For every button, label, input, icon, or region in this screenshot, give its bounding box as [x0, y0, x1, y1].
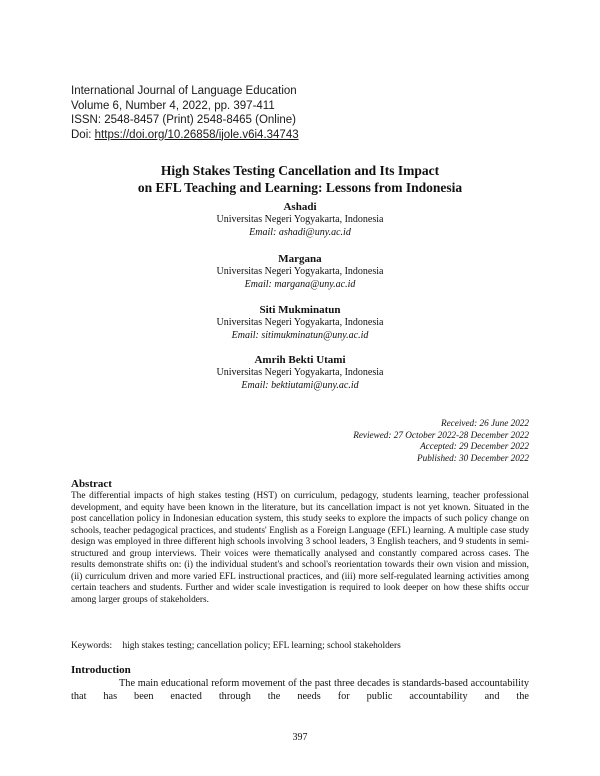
date-reviewed: Reviewed: 27 October 2022-28 December 2022: [353, 429, 529, 440]
author-email: Email: margana@uny.ac.id: [244, 278, 356, 290]
doi-label: Doi:: [71, 128, 95, 141]
journal-volume: Volume 6, Number 4, 2022, pp. 397-411: [71, 99, 275, 112]
author-name: Amrih Bekti Utami: [254, 354, 346, 366]
author-name: Ashadi: [283, 201, 317, 213]
abstract-text: The differential impacts of high stakes testing (HST) on curriculum, pedagogy, students learning, teacher professional development, and equity have been known in the literature, but its cancellation impact is not yet known. Situated in the post cancellation policy in Indonesian education system, this study seeks to explore the impacts of such policy change on schools, teacher pedagogical practices, and students' English as a Foreign Language (EFL) learning. A multiple case study design was employed in three different high schools involving 3 school leaders, 3 English teachers, and 9 students in semi-structured and group interviews. Their voices were thematically analysed and constantly compared across cases. The results demonstrate shifts on: (i) the individual student's and school's reorientation towards their own vision and mission, (ii) curriculum driven and more varied EFL instructional practices, and (iii) more self-regulated learning activities among certain teachers and students. Further and wider scale investigation is required to look deeper on how these shifts occur among larger groups of stakeholders.: [71, 491, 529, 605]
date-published: Published: 30 December 2022: [416, 452, 529, 463]
article-dates: [229, 418, 529, 464]
page-number: 397: [292, 732, 308, 743]
abstract-heading: Abstract: [71, 478, 112, 490]
author-block: [100, 354, 500, 392]
journal-doi: [71, 128, 531, 143]
author-block: [100, 253, 500, 291]
keywords-label: Keywords:: [71, 641, 113, 651]
title-line-1: High Stakes Testing Cancellation and Its Impact: [160, 163, 440, 178]
author-email: Email: ashadi@uny.ac.id: [249, 226, 351, 238]
author-affiliation: Universitas Negeri Yogyakarta, Indonesia: [216, 214, 384, 225]
title-line-2: on EFL Teaching and Learning: Lessons from Indonesia: [137, 180, 463, 195]
author-email: Email: bektiutami@uny.ac.id: [241, 379, 359, 391]
keywords-text: high stakes testing; cancellation policy; EFL learning; school stakeholders: [122, 641, 401, 651]
author-block: [100, 201, 500, 239]
paper-title: [60, 162, 540, 196]
journal-issn: ISSN: 2548-8457 (Print) 2548-8465 (Online): [71, 114, 297, 126]
author-name: Margana: [278, 253, 322, 265]
author-affiliation: Universitas Negeri Yogyakarta, Indonesia: [216, 266, 384, 277]
author-name: Siti Mukminatun: [259, 304, 341, 316]
introduction-heading: Introduction: [71, 664, 131, 676]
author-affiliation: Universitas Negeri Yogyakarta, Indonesia: [216, 317, 384, 328]
author-affiliation: Universitas Negeri Yogyakarta, Indonesia: [216, 367, 384, 378]
author-email: Email: sitimukminatun@uny.ac.id: [231, 329, 369, 341]
keywords: [71, 640, 529, 652]
date-accepted: Accepted: 29 December 2022: [420, 441, 529, 451]
journal-name: International Journal of Language Education: [71, 85, 297, 97]
date-received: Received: 26 June 2022: [440, 418, 529, 428]
doi-link[interactable]: https://doi.org/10.26858/ijole.v6i4.34743: [94, 128, 299, 141]
journal-info: [71, 84, 531, 142]
author-block: [100, 304, 500, 342]
introduction-text: The main educational reform movement of the past three decades is standards-based accountability that has been enacted through the needs for public accountability and the: [71, 678, 529, 702]
